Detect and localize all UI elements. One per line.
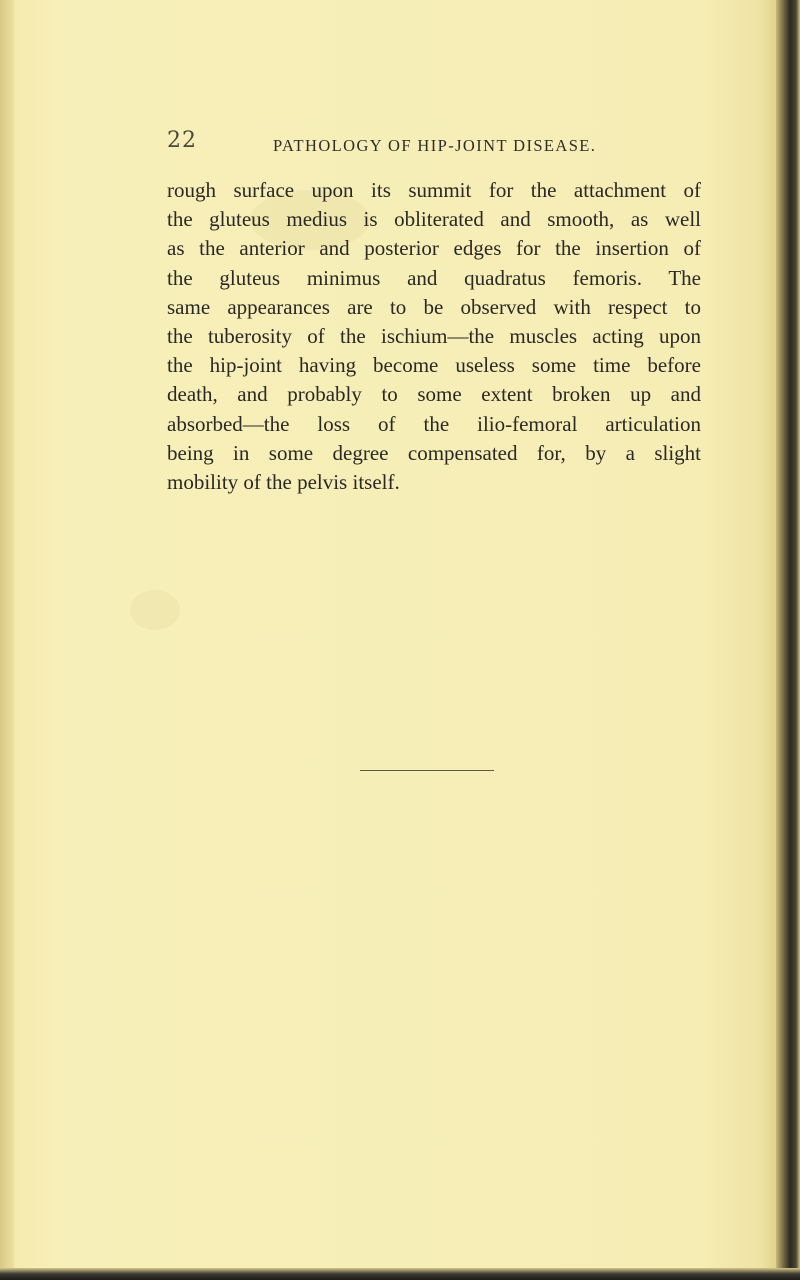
text-line: being in some degree compensated for, by a slight xyxy=(167,440,701,465)
page-bottom-edge xyxy=(0,1268,800,1280)
page-number: 22 xyxy=(167,128,197,153)
body-paragraph xyxy=(167,176,701,497)
text-line: mobility of the pelvis itself. xyxy=(167,469,400,494)
paper-stain xyxy=(130,590,180,630)
running-head: PATHOLOGY OF HIP-JOINT DISEASE. xyxy=(273,136,597,155)
page-left-edge xyxy=(0,0,14,1280)
section-divider xyxy=(360,770,494,771)
text-line: same appearances are to be observed with respect to xyxy=(167,294,701,319)
page-header xyxy=(167,128,667,160)
book-spine-edge xyxy=(776,0,800,1280)
text-line: the tuberosity of the ischium—the muscles acting upon xyxy=(167,323,701,348)
text-line: the gluteus medius is obliterated and smooth, as well xyxy=(167,207,701,232)
text-line: as the anterior and posterior edges for the insertion of xyxy=(167,236,701,261)
text-line: the gluteus minimus and quadratus femoris. The xyxy=(167,265,701,290)
text-line: death, and probably to some extent broken up and xyxy=(167,382,701,407)
text-line: the hip-joint having become useless some time before xyxy=(167,353,701,378)
text-line: rough surface upon its summit for the attachment of xyxy=(167,178,701,202)
text-line: absorbed—the loss of the ilio-femoral articulation xyxy=(167,411,701,436)
